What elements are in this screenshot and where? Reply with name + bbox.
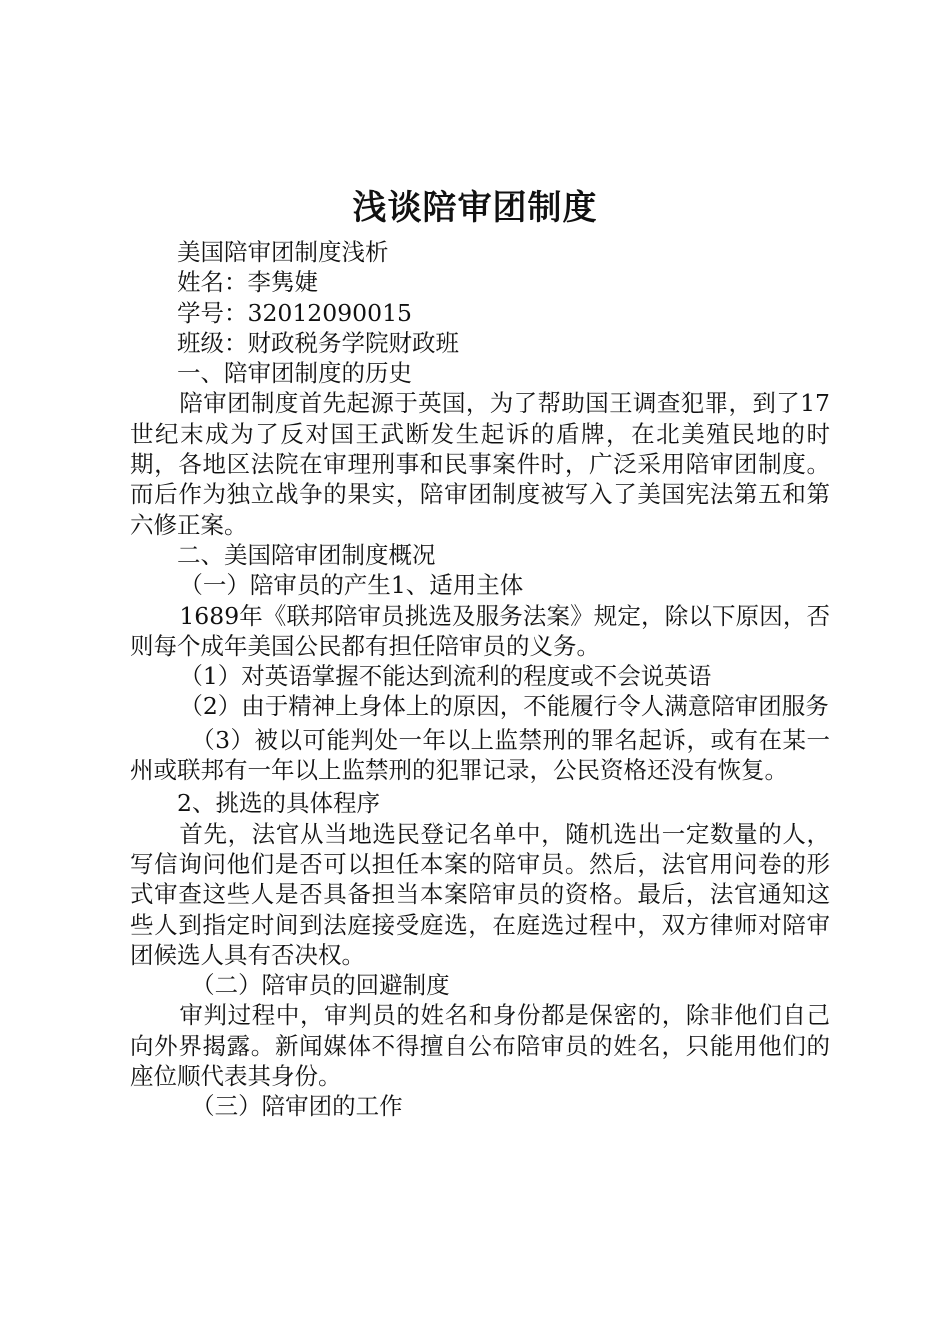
list-item: （1）对英语掌握不能达到流利的程度或不会说英语 — [179, 662, 712, 691]
subsection-heading: （一）陪审员的产生1、适用主体 — [179, 571, 524, 600]
subsection-heading: （三）陪审团的工作 — [191, 1092, 403, 1121]
body-paragraph: 首先，法官从当地选民登记名单中，随机选出一定数量的人，写信询问他们是否可以担任本案的陪审员。然后，法官用问卷的形式审查这些人是否具备担当本案陪审员的资格。最后，法官通知这些人到指定时间到法庭接受庭选，在庭选过程中，双方律师对陪审团候选人具有否决权。 — [130, 819, 830, 969]
subtitle: 美国陪审团制度浅析 — [177, 238, 389, 266]
subsection-heading: 2、挑选的具体程序 — [177, 789, 380, 818]
body-paragraph: 审判过程中，审判员的姓名和身份都是保密的，除非他们自己向外界揭露。新闻媒体不得擅自公布陪审员的姓名，只能用他们的座位顺代表其身份。 — [130, 1001, 830, 1091]
section-heading: 二、美国陪审团制度概况 — [177, 540, 436, 569]
section-heading: 一、陪审团制度的历史 — [177, 359, 412, 388]
document-title: 浅谈陪审团制度 — [352, 188, 598, 228]
student-id: 学号：32012090015 — [177, 298, 412, 327]
class-info: 班级：财政税务学院财政班 — [177, 328, 459, 357]
document-body — [130, 237, 830, 1122]
body-paragraph: 1689年《联邦陪审员挑选及服务法案》规定，除以下原因，否则每个成年美国公民都有担任陪审员的义务。 — [130, 601, 830, 660]
author-name: 姓名：李隽婕 — [177, 268, 318, 297]
list-item: （3）被以可能判处一年以上监禁刑的罪名起诉，或有在某一州或联邦有一年以上监禁刑的犯罪记录，公民资格还没有恢复。 — [130, 725, 830, 785]
list-item: （2）由于精神上身体上的原因，不能履行令人满意陪审团服务 — [179, 692, 829, 721]
body-paragraph: 陪审团制度首先起源于英国，为了帮助国王调查犯罪，到了17世纪末成为了反对国王武断发生起诉的盾牌，在北美殖民地的时期，各地区法院在审理刑事和民事案件时，广泛采用陪审团制度。而后作为独立战争的果实，陪审团制度被写入了美国宪法第五和第六修正案。 — [130, 389, 830, 539]
subsection-heading: （二）陪审员的回避制度 — [191, 971, 450, 1000]
